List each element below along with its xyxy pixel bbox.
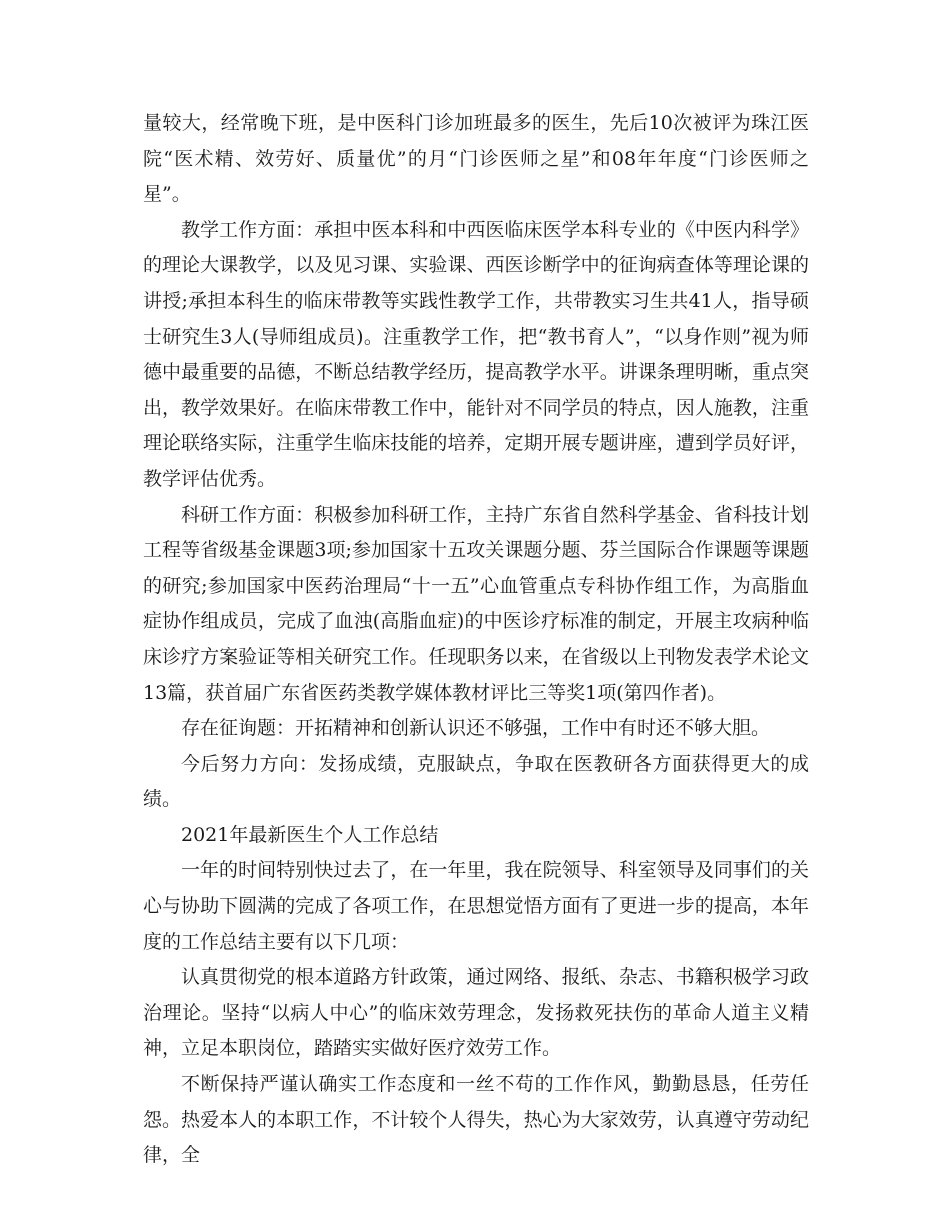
section-heading: 2021年最新医生个人工作总结 (181, 823, 439, 846)
paragraph-research: 科研工作方面：积极参加科研工作，主持广东省自然科学基金、省科技计划工程等省级基金课题3项;参加国家十五攻关课题分题、芬兰国际合作课题等课题的研究;参加国家中医药治理局“十一五”心血管重点专科协作组工作，为高脂血症协作组成员，完成了血浊(高脂血症)的中医诊疗标准的制定，开展主攻病种临床诊疗方案验证等相关研究工作。任现职务以来，在省级以上刊物发表学术论文13篇，获首届广东省医药类教学媒体教材评比三等奖1项(第四作者)。 (143, 503, 809, 704)
paragraph-teaching: 教学工作方面：承担中医本科和中西医临床医学本科专业的《中医内科学》的理论大课教学，以及见习课、实验课、西医诊断学中的征询病查体等理论课的讲授;承担本科生的临床带教等实践性教学工作，共带教实习生共41人，指导硕士研究生3人(导师组成员)。注重教学工作，把“教书育人”，“以身作则”视为师德中最重要的品德，不断总结教学经历，提高教学水平。讲课条理明晰，重点突出，教学效果好。在临床带教工作中，能针对不同学员的特点，因人施教，注重理论联络实际，注重学生临床技能的培养，定期开展专题讲座，遭到学员好评，教学评估优秀。 (143, 218, 809, 490)
document-body (143, 106, 809, 1174)
paragraph-problems: 存在征询题：开拓精神和创新认识还不够强，工作中有时还不够大胆。 (181, 717, 771, 740)
paragraph-continuation: 量较大，经常晚下班，是中医科门诊加班最多的医生，先后10次被评为珠江医院“医术精、效劳好、质量优”的月“门诊医师之星”和08年年度“门诊医师之星”。 (143, 112, 809, 206)
paragraph-future-direction: 今后努力方向：发扬成绩，克服缺点，争取在医教研各方面获得更大的成绩。 (143, 752, 809, 811)
paragraph-intro: 一年的时间特别快过去了，在一年里，我在院领导、科室领导及同事们的关心与协助下圆满的完成了各项工作，在思想觉悟方面有了更进一步的提高，本年度的工作总结主要有以下几项： (143, 859, 809, 953)
paragraph-work-attitude: 不断保持严谨认确实工作态度和一丝不苟的工作作风，勤勤恳恳，任劳任怨。热爱本人的本职工作，不计较个人得失，热心为大家效劳，认真遵守劳动纪律，全 (143, 1073, 809, 1167)
paragraph-politics: 认真贯彻党的根本道路方针政策，通过网络、报纸、杂志、书籍积极学习政治理论。坚持“以病人中心”的临床效劳理念，发扬救死扶伤的革命人道主义精神，立足本职岗位，踏踏实实做好医疗效劳工作。 (143, 966, 809, 1060)
